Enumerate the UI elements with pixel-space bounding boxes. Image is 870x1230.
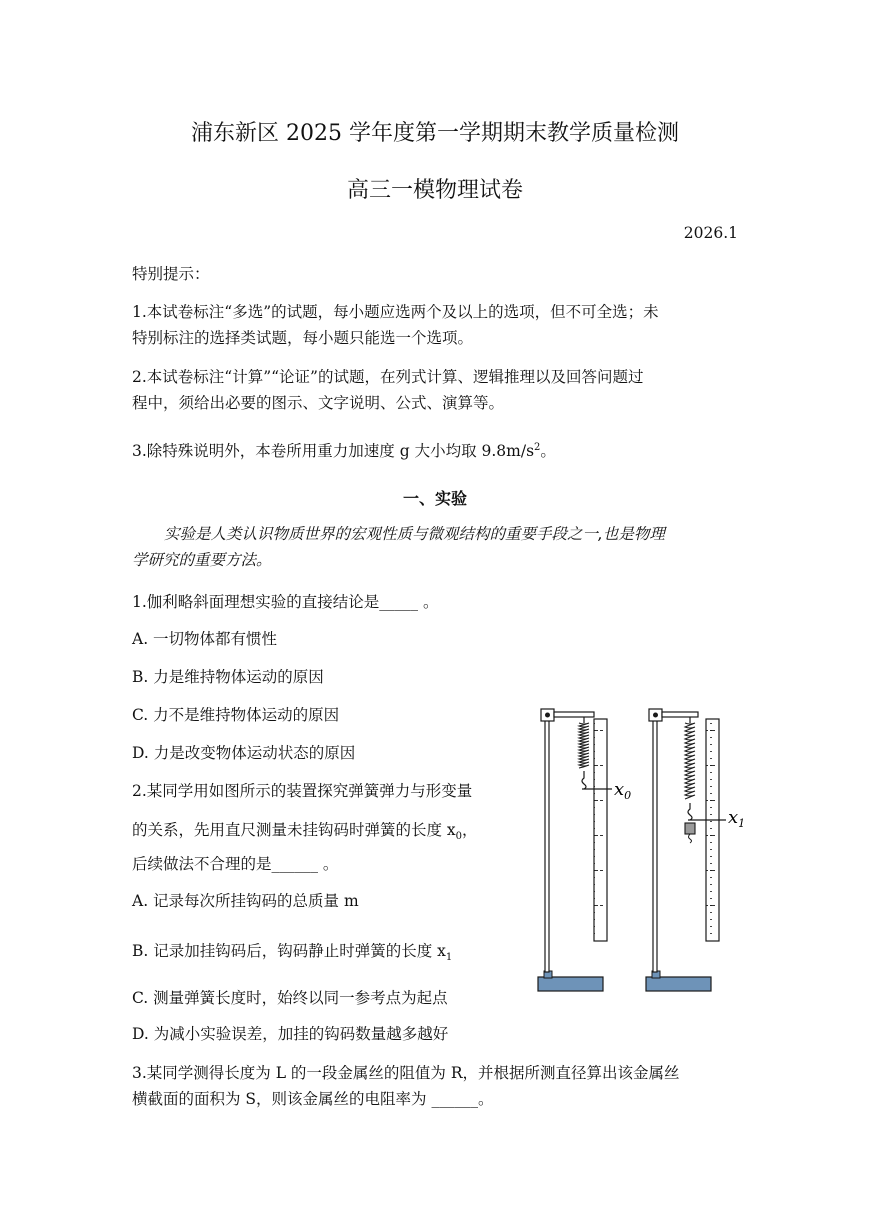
left-stand-rod [545,717,549,972]
q2-stem-line-1: 2.某同学用如图所示的装置探究弹簧弹力与形变量 [132,782,473,800]
q1-option-b: B. 力是维持物体运动的原因 [132,668,324,686]
right-spring [685,717,695,843]
left-arm [554,712,594,717]
q2-option-d: D. 为减小实验误差，加挂的钩码数量越多越好 [132,1025,449,1043]
exam-date: 2026.1 [683,224,738,242]
notice-heading: 特别提示： [132,265,210,283]
left-stand [538,709,631,991]
section-title: 一、实验 [402,489,467,508]
notice-item-3-exponent: 2 [534,441,541,453]
notice-item-2-line-2: 程中，须给出必要的图示、文字说明、公式、演算等。 [132,394,505,412]
left-spring [579,717,589,789]
notice-item-3-text: 3.除特殊说明外，本卷所用重力加速度 g 大小均取 9.8m/s [132,442,535,460]
right-stand-rod [653,717,657,972]
q2-option-c: C. 测量弹簧长度时，始终以同一参考点为起点 [132,989,448,1007]
section-intro-line-2: 学研究的重要方法。 [132,551,272,569]
notice-item-2-line-1: 2.本试卷标注“计算”“论证”的试题，在列式计算、逻辑推理以及回答问题过 [132,368,644,386]
q2-stem-line-2-end: ， [462,821,478,839]
q1-option-a: A. 一切物体都有惯性 [132,630,278,648]
notice-item-1-line-2: 特别标注的选择类试题，每小题只能选一个选项。 [132,329,474,347]
left-stand-base [538,977,603,991]
page-title: 浦东新区 2025 学年度第一学期期末教学质量检测 [191,121,679,146]
notice-item-1-line-1: 1.本试卷标注“多选”的试题，每小题应选两个及以上的选项，但不可全选；未 [132,303,659,321]
q2-stem-line-2-text: 的关系，先用直尺测量未挂钩码时弹簧的长度 x [132,821,456,839]
spring-apparatus-figure [530,695,760,1000]
right-arm [662,712,698,717]
q1-option-d: D. 力是改变物体运动状态的原因 [132,744,356,762]
right-stand-base [646,977,711,991]
hook-weight [685,823,695,834]
q3-line-1: 3.某同学测得长度为 L 的一段金属丝的阻值为 R，并根据所测直径算出该金属丝 [132,1064,680,1082]
q1-option-c: C. 力不是维持物体运动的原因 [132,706,340,724]
q2-stem-line-2 [132,818,478,842]
page-subtitle: 高三一模物理试卷 [346,178,523,203]
section-intro-line-1: 实验是人类认识物质世界的宏观性质与微观结构的重要手段之一,也是物理 [164,525,665,543]
label-x0: $x_0$ [614,779,632,802]
notice-item-3 [132,439,556,461]
label-x1: $x_1$ [728,807,746,830]
q2-option-b-subscript: 1 [445,952,453,964]
q2-stem-line-3: 后续做法不合理的是______ 。 [132,855,339,873]
right-stand [646,709,745,991]
q2-option-b [132,939,452,963]
q1-stem: 1.伽利略斜面理想实验的直接结论是_____ 。 [132,593,439,611]
q2-option-b-text: B. 记录加挂钩码后，钩码静止时弹簧的长度 x [132,942,446,960]
q3-line-2: 横截面的面积为 S，则该金属丝的电阻率为 ______。 [132,1090,494,1108]
q2-option-a: A. 记录每次所挂钩码的总质量 m [132,892,359,910]
notice-item-3-end: 。 [540,442,556,460]
q2-stem-subscript: 0 [455,831,463,843]
